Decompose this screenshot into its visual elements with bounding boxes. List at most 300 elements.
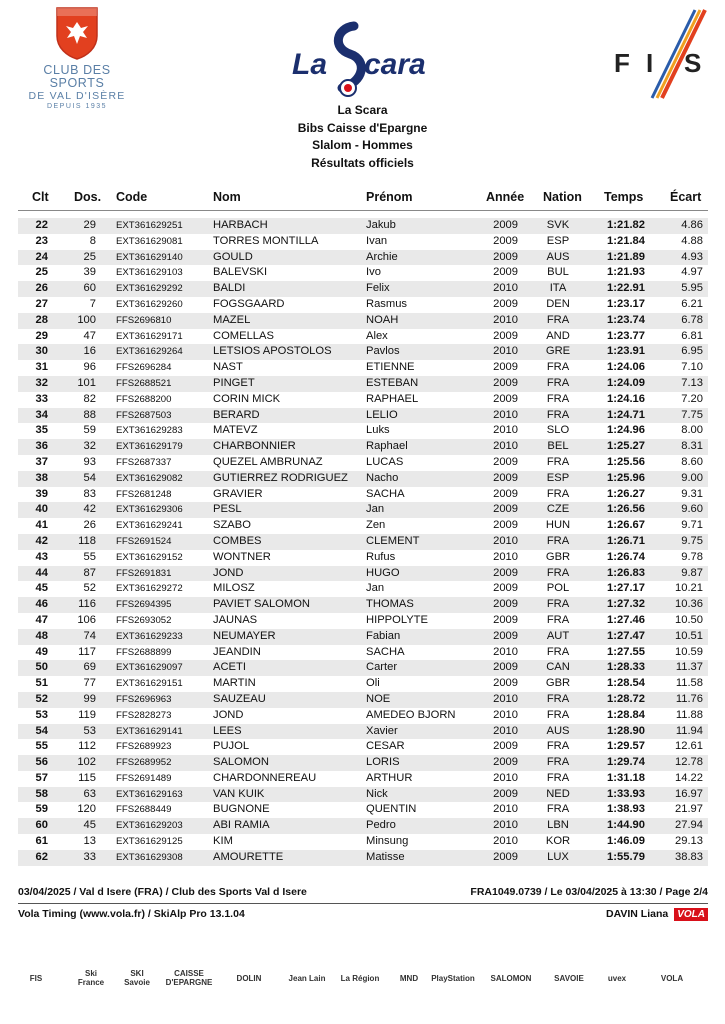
cell-temps: 1:28.33 bbox=[607, 661, 645, 674]
cell-annee: 2009 bbox=[493, 566, 518, 579]
svg-text:F: F bbox=[614, 48, 630, 78]
cell-prenom: HIPPOLYTE bbox=[366, 613, 428, 626]
fis-logo bbox=[610, 8, 710, 103]
cell-code: FFS2691524 bbox=[116, 535, 172, 547]
cell-temps: 1:28.84 bbox=[607, 708, 645, 721]
cell-clt: 51 bbox=[35, 677, 48, 690]
club-place: DE VAL D'ISÈRE bbox=[28, 90, 126, 102]
cell-clt: 32 bbox=[35, 376, 48, 389]
cell-nom: SALOMON bbox=[213, 756, 269, 769]
cell-temps: 1:24.71 bbox=[607, 408, 645, 421]
cell-annee: 2010 bbox=[493, 771, 518, 784]
cell-code: EXT361629125 bbox=[116, 836, 183, 848]
table-row bbox=[18, 692, 708, 708]
cell-ecart: 11.37 bbox=[675, 661, 703, 674]
cell-prenom: Oli bbox=[366, 677, 380, 690]
cell-prenom: NOAH bbox=[366, 313, 399, 326]
cell-nation: HUN bbox=[545, 519, 571, 532]
cell-nom: PESL bbox=[213, 503, 242, 516]
cell-dos: 55 bbox=[83, 550, 96, 563]
cell-annee: 2009 bbox=[493, 503, 518, 516]
cell-annee: 2009 bbox=[493, 329, 518, 342]
cell-code: FFS2693052 bbox=[116, 614, 172, 626]
cell-annee: 2009 bbox=[493, 234, 518, 247]
cell-ecart: 4.93 bbox=[681, 250, 703, 263]
cell-dos: 88 bbox=[83, 408, 96, 421]
sponsor-logo: Ski France bbox=[77, 969, 105, 987]
cell-annee: 2010 bbox=[493, 708, 518, 721]
cell-prenom: Ivan bbox=[366, 234, 388, 247]
cell-code: EXT361629292 bbox=[116, 283, 183, 295]
cell-prenom: AMEDEO BJORN bbox=[366, 708, 456, 721]
cell-nom: PINGET bbox=[213, 376, 255, 389]
cell-clt: 44 bbox=[35, 566, 48, 579]
cell-nation: FRA bbox=[546, 455, 570, 468]
cell-prenom: Jakub bbox=[366, 219, 396, 231]
cell-ecart: 9.78 bbox=[681, 550, 703, 563]
cell-prenom: Fabian bbox=[366, 629, 401, 642]
cell-code: EXT361629141 bbox=[116, 725, 183, 737]
sponsor-logo: La Région bbox=[340, 973, 380, 983]
sponsor-logo: Jean Lain bbox=[288, 973, 326, 983]
sponsor-logo: FIS bbox=[29, 973, 43, 983]
cell-ecart: 11.58 bbox=[675, 677, 703, 690]
table-row bbox=[18, 566, 708, 582]
cell-temps: 1:24.16 bbox=[607, 392, 645, 405]
cell-annee: 2009 bbox=[493, 613, 518, 626]
cell-dos: 87 bbox=[83, 566, 96, 579]
cell-clt: 59 bbox=[35, 803, 48, 816]
footer-race-details: 03/04/2025 / Val d Isere (FRA) / Club des Sports Val d Isere bbox=[18, 886, 307, 898]
table-row bbox=[18, 360, 708, 376]
footer-official bbox=[606, 908, 708, 921]
cell-clt: 45 bbox=[35, 582, 48, 595]
cell-prenom: LUCAS bbox=[366, 455, 404, 468]
cell-code: FFS2694395 bbox=[116, 599, 172, 611]
cell-ecart: 10.36 bbox=[675, 598, 703, 611]
cell-annee: 2009 bbox=[493, 297, 518, 310]
cell-ecart: 7.10 bbox=[681, 361, 703, 374]
cell-prenom: Minsung bbox=[366, 835, 409, 848]
sponsor-logo: PlayStation bbox=[431, 973, 475, 983]
cell-nom: SZABO bbox=[213, 519, 251, 532]
cell-ecart: 7.75 bbox=[681, 408, 703, 421]
cell-code: FFS2687503 bbox=[116, 409, 172, 421]
cell-nation: GRE bbox=[545, 345, 571, 358]
cell-nation: FRA bbox=[546, 408, 570, 421]
cell-annee: 2009 bbox=[493, 677, 518, 690]
cell-annee: 2009 bbox=[493, 629, 518, 642]
cell-code: EXT361629203 bbox=[116, 820, 183, 832]
cell-annee: 2009 bbox=[493, 392, 518, 405]
cell-annee: 2010 bbox=[493, 424, 518, 437]
table-row bbox=[18, 471, 708, 487]
table-row bbox=[18, 834, 708, 850]
svg-text:cara: cara bbox=[364, 48, 426, 81]
cell-prenom: Rufus bbox=[366, 550, 396, 563]
cell-nom: KIM bbox=[213, 835, 233, 848]
cell-nom: HARBACH bbox=[213, 219, 268, 231]
cell-code: EXT361629171 bbox=[116, 330, 183, 342]
event-title: La Scara bbox=[337, 103, 388, 117]
cell-nation: FRA bbox=[546, 708, 570, 721]
cell-ecart: 11.88 bbox=[675, 708, 703, 721]
cell-nom: JOND bbox=[213, 566, 244, 579]
cell-code: FFS2688899 bbox=[116, 646, 172, 658]
table-row bbox=[18, 313, 708, 329]
cell-temps: 1:27.32 bbox=[607, 598, 645, 611]
cell-temps: 1:27.46 bbox=[607, 613, 645, 626]
cell-temps: 1:23.91 bbox=[607, 345, 645, 358]
cell-dos: 115 bbox=[78, 771, 96, 784]
cell-prenom: SACHA bbox=[366, 487, 405, 500]
cell-code: EXT361629151 bbox=[116, 678, 183, 690]
cell-nation: SLO bbox=[546, 424, 570, 437]
cell-ecart: 9.31 bbox=[681, 487, 703, 500]
document-titles bbox=[0, 102, 725, 172]
cell-temps: 1:21.93 bbox=[607, 266, 645, 279]
cell-nom: LETSIOS APOSTOLOS bbox=[213, 345, 332, 358]
cell-ecart: 12.78 bbox=[675, 756, 703, 769]
cell-clt: 60 bbox=[35, 819, 48, 832]
table-row bbox=[18, 534, 708, 550]
cell-code: EXT361629233 bbox=[116, 630, 183, 642]
cell-temps: 1:46.09 bbox=[607, 835, 645, 848]
cell-nom: CHARBONNIER bbox=[213, 440, 296, 453]
cell-clt: 36 bbox=[35, 440, 48, 453]
cell-dos: 42 bbox=[83, 503, 96, 516]
cell-prenom: NOE bbox=[366, 692, 391, 705]
cell-temps: 1:21.84 bbox=[607, 234, 645, 247]
cell-annee: 2009 bbox=[493, 455, 518, 468]
column-header-temps: Temps bbox=[604, 190, 644, 204]
cell-prenom: CLEMENT bbox=[366, 534, 420, 547]
cell-annee: 2009 bbox=[493, 266, 518, 279]
cell-prenom: QUENTIN bbox=[366, 803, 417, 816]
cell-temps: 1:31.18 bbox=[607, 771, 645, 784]
table-row bbox=[18, 518, 708, 534]
table-row bbox=[18, 850, 708, 866]
table-row bbox=[18, 818, 708, 834]
cell-code: FFS2828273 bbox=[116, 709, 172, 721]
cell-nation: FRA bbox=[546, 598, 570, 611]
table-row bbox=[18, 392, 708, 408]
cell-dos: 100 bbox=[77, 313, 96, 326]
cell-prenom: Rasmus bbox=[366, 297, 408, 310]
cell-annee: 2010 bbox=[493, 835, 518, 848]
cell-nation: ESP bbox=[546, 471, 570, 484]
cell-temps: 1:22.91 bbox=[607, 282, 645, 295]
cell-dos: 33 bbox=[83, 850, 96, 863]
cell-ecart: 8.00 bbox=[681, 424, 703, 437]
cell-nom: LEES bbox=[213, 724, 242, 737]
cell-temps: 1:28.90 bbox=[607, 724, 645, 737]
results-status: Résultats officiels bbox=[311, 155, 414, 170]
official-name: DAVIN Liana bbox=[605, 908, 669, 920]
table-row bbox=[18, 550, 708, 566]
cell-clt: 56 bbox=[35, 756, 48, 769]
cell-code: EXT361629306 bbox=[116, 504, 183, 516]
cell-clt: 48 bbox=[35, 629, 48, 642]
cell-nation: FRA bbox=[546, 756, 570, 769]
results-table-header bbox=[18, 190, 708, 208]
cell-clt: 28 bbox=[35, 313, 48, 326]
column-header-dos: Dos. bbox=[74, 190, 102, 204]
table-row bbox=[18, 581, 708, 597]
cell-nation: FRA bbox=[546, 361, 570, 374]
cell-dos: 118 bbox=[78, 534, 96, 547]
cell-nom: GUTIERREZ RODRIGUEZ bbox=[213, 471, 348, 484]
cell-nation: FRA bbox=[546, 645, 570, 658]
cell-temps: 1:24.09 bbox=[607, 376, 645, 389]
cell-prenom: RAPHAEL bbox=[366, 392, 419, 405]
cell-dos: 112 bbox=[78, 740, 96, 753]
cell-code: FFS2689923 bbox=[116, 741, 172, 753]
cell-annee: 2010 bbox=[493, 645, 518, 658]
cell-code: EXT361629283 bbox=[116, 425, 183, 437]
cell-nation: FRA bbox=[546, 803, 570, 816]
cell-annee: 2009 bbox=[493, 376, 518, 389]
cell-prenom: CESAR bbox=[366, 740, 405, 753]
cell-ecart: 10.59 bbox=[675, 645, 703, 658]
cell-nom: BERARD bbox=[213, 408, 260, 421]
cell-clt: 58 bbox=[35, 787, 48, 800]
cell-dos: 29 bbox=[83, 219, 96, 231]
cell-nation: FRA bbox=[546, 692, 570, 705]
cell-nom: MAZEL bbox=[213, 313, 251, 326]
sponsor-logo: SALOMON bbox=[490, 973, 532, 983]
cell-dos: 119 bbox=[78, 708, 96, 721]
cell-annee: 2010 bbox=[493, 550, 518, 563]
table-row bbox=[18, 218, 708, 234]
cell-dos: 83 bbox=[83, 487, 96, 500]
cell-dos: 74 bbox=[83, 629, 96, 642]
cell-ecart: 9.60 bbox=[681, 503, 703, 516]
cell-clt: 40 bbox=[35, 503, 48, 516]
cell-ecart: 4.97 bbox=[681, 266, 703, 279]
cell-clt: 25 bbox=[35, 266, 48, 279]
cell-clt: 52 bbox=[35, 692, 48, 705]
cell-nom: COMBES bbox=[213, 534, 262, 547]
cell-ecart: 6.21 bbox=[681, 297, 703, 310]
cell-ecart: 14.22 bbox=[675, 771, 703, 784]
header-divider bbox=[18, 210, 708, 211]
sponsor-logo: SKI Savoie bbox=[124, 969, 150, 987]
discipline-title: Slalom - Hommes bbox=[312, 138, 413, 152]
cell-code: EXT361629097 bbox=[116, 662, 183, 674]
cell-dos: 54 bbox=[83, 471, 96, 484]
cell-nation: CAN bbox=[546, 661, 570, 674]
cell-nom: MATEVZ bbox=[213, 424, 258, 437]
cell-code: FFS2696284 bbox=[116, 362, 172, 374]
cell-dos: 39 bbox=[83, 266, 96, 279]
table-row bbox=[18, 645, 708, 661]
cell-nom: JAUNAS bbox=[213, 613, 258, 626]
table-row bbox=[18, 502, 708, 518]
cell-nom: CHARDONNEREAU bbox=[213, 771, 317, 784]
column-header-clt: Clt bbox=[32, 190, 49, 204]
cell-prenom: Pavlos bbox=[366, 345, 400, 358]
table-row bbox=[18, 408, 708, 424]
cell-clt: 35 bbox=[35, 424, 48, 437]
cell-temps: 1:21.82 bbox=[607, 219, 645, 231]
cell-nation: FRA bbox=[546, 487, 570, 500]
cell-nation: ESP bbox=[546, 234, 570, 247]
cell-nom: MARTIN bbox=[213, 677, 256, 690]
footer-divider bbox=[18, 903, 708, 904]
club-shield-icon bbox=[54, 6, 100, 60]
club-name: CLUB DES SPORTS bbox=[43, 63, 111, 90]
cell-temps: 1:33.93 bbox=[607, 787, 645, 800]
cell-clt: 50 bbox=[35, 661, 48, 674]
cell-prenom: Ivo bbox=[366, 266, 381, 279]
cell-nom: SAUZEAU bbox=[213, 692, 266, 705]
cell-ecart: 10.50 bbox=[675, 613, 703, 626]
cell-prenom: Zen bbox=[366, 519, 386, 532]
cell-clt: 37 bbox=[35, 455, 48, 468]
cell-temps: 1:55.79 bbox=[607, 850, 645, 863]
cell-ecart: 10.51 bbox=[675, 629, 703, 642]
cell-clt: 53 bbox=[35, 708, 48, 721]
cell-dos: 99 bbox=[83, 692, 96, 705]
cell-dos: 102 bbox=[77, 756, 96, 769]
cell-nation: AND bbox=[546, 329, 570, 342]
cell-prenom: Matisse bbox=[366, 850, 405, 863]
cell-nom: ABI RAMIA bbox=[213, 819, 270, 832]
cell-nom: JEANDIN bbox=[213, 645, 261, 658]
cell-annee: 2009 bbox=[493, 250, 518, 263]
fis-logo-icon bbox=[610, 8, 710, 103]
table-row bbox=[18, 265, 708, 281]
cell-annee: 2010 bbox=[493, 534, 518, 547]
sponsor-logo: CAISSE D'EPARGNE bbox=[165, 969, 213, 987]
cell-nom: BALDI bbox=[213, 282, 246, 295]
cell-annee: 2009 bbox=[493, 471, 518, 484]
cell-temps: 1:29.74 bbox=[607, 756, 645, 769]
cell-annee: 2009 bbox=[493, 756, 518, 769]
event-subtitle: Bibs Caisse d'Epargne bbox=[297, 120, 428, 135]
table-row bbox=[18, 423, 708, 439]
svg-text:I: I bbox=[646, 48, 654, 78]
cell-annee: 2010 bbox=[493, 440, 518, 453]
cell-ecart: 6.78 bbox=[681, 313, 703, 326]
cell-temps: 1:23.17 bbox=[607, 297, 645, 310]
cell-clt: 30 bbox=[35, 345, 48, 358]
cell-ecart: 27.94 bbox=[675, 819, 703, 832]
cell-prenom: Carter bbox=[366, 661, 398, 674]
cell-code: EXT361629152 bbox=[116, 551, 183, 563]
cell-dos: 13 bbox=[83, 835, 96, 848]
table-row bbox=[18, 597, 708, 613]
cell-clt: 41 bbox=[35, 519, 48, 532]
cell-annee: 2010 bbox=[493, 408, 518, 421]
column-header-prenom: Prénom bbox=[366, 190, 413, 204]
cell-code: FFS2691831 bbox=[116, 567, 172, 579]
cell-dos: 96 bbox=[83, 361, 96, 374]
cell-clt: 29 bbox=[35, 329, 48, 342]
cell-dos: 59 bbox=[83, 424, 96, 437]
cell-temps: 1:26.56 bbox=[607, 503, 645, 516]
results-table-body bbox=[18, 218, 708, 866]
sponsor-logos bbox=[22, 958, 708, 998]
cell-dos: 106 bbox=[77, 613, 96, 626]
cell-annee: 2010 bbox=[493, 819, 518, 832]
cell-code: EXT361629264 bbox=[116, 346, 183, 358]
cell-annee: 2009 bbox=[493, 582, 518, 595]
cell-temps: 1:27.17 bbox=[607, 582, 645, 595]
cell-temps: 1:24.96 bbox=[607, 424, 645, 437]
cell-prenom: Xavier bbox=[366, 724, 398, 737]
cell-clt: 47 bbox=[35, 613, 48, 626]
cell-prenom: ESTEBAN bbox=[366, 376, 419, 389]
cell-ecart: 16.97 bbox=[675, 787, 703, 800]
cell-clt: 26 bbox=[35, 282, 48, 295]
cell-nom: NEUMAYER bbox=[213, 629, 276, 642]
cell-temps: 1:26.74 bbox=[607, 550, 645, 563]
cell-clt: 39 bbox=[35, 487, 48, 500]
table-row bbox=[18, 297, 708, 313]
cell-code: EXT361629140 bbox=[116, 251, 183, 263]
cell-prenom: ETIENNE bbox=[366, 361, 415, 374]
table-row bbox=[18, 329, 708, 345]
cell-clt: 43 bbox=[35, 550, 48, 563]
cell-nation: FRA bbox=[546, 566, 570, 579]
table-row bbox=[18, 613, 708, 629]
cell-code: FFS2688449 bbox=[116, 804, 172, 816]
cell-nom: FOGSGAARD bbox=[213, 297, 285, 310]
cell-dos: 82 bbox=[83, 392, 96, 405]
cell-ecart: 9.00 bbox=[681, 471, 703, 484]
cell-nom: NAST bbox=[213, 361, 243, 374]
table-row bbox=[18, 376, 708, 392]
svg-text:La: La bbox=[292, 48, 328, 81]
cell-code: FFS2696810 bbox=[116, 314, 172, 326]
cell-ecart: 6.95 bbox=[681, 345, 703, 358]
cell-nom: ACETI bbox=[213, 661, 246, 674]
cell-ecart: 29.13 bbox=[675, 835, 703, 848]
cell-nation: SVK bbox=[546, 219, 570, 231]
cell-prenom: Jan bbox=[366, 582, 385, 595]
cell-annee: 2010 bbox=[493, 345, 518, 358]
cell-temps: 1:26.71 bbox=[607, 534, 645, 547]
cell-code: EXT361629082 bbox=[116, 472, 183, 484]
column-header-nation: Nation bbox=[543, 190, 582, 204]
cell-dos: 7 bbox=[89, 297, 96, 310]
cell-nom: WONTNER bbox=[213, 550, 271, 563]
cell-code: EXT361629251 bbox=[116, 220, 183, 231]
cell-temps: 1:26.27 bbox=[607, 487, 645, 500]
cell-clt: 46 bbox=[35, 598, 48, 611]
cell-dos: 53 bbox=[83, 724, 96, 737]
sponsor-logo: DOLIN bbox=[236, 973, 262, 983]
table-row bbox=[18, 629, 708, 645]
cell-ecart: 7.20 bbox=[681, 392, 703, 405]
cell-clt: 38 bbox=[35, 471, 48, 484]
cell-nation: FRA bbox=[546, 771, 570, 784]
cell-nom: VAN KUIK bbox=[213, 787, 265, 800]
cell-code: EXT361629241 bbox=[116, 520, 183, 532]
cell-prenom: Luks bbox=[366, 424, 390, 437]
column-header-ecart: Écart bbox=[670, 190, 702, 204]
cell-dos: 52 bbox=[83, 582, 96, 595]
cell-dos: 93 bbox=[83, 455, 96, 468]
cell-ecart: 7.13 bbox=[681, 376, 703, 389]
cell-prenom: HUGO bbox=[366, 566, 400, 579]
cell-prenom: ARTHUR bbox=[366, 771, 413, 784]
cell-temps: 1:29.57 bbox=[607, 740, 645, 753]
table-row bbox=[18, 787, 708, 803]
sponsor-logo: uvex bbox=[607, 973, 627, 983]
